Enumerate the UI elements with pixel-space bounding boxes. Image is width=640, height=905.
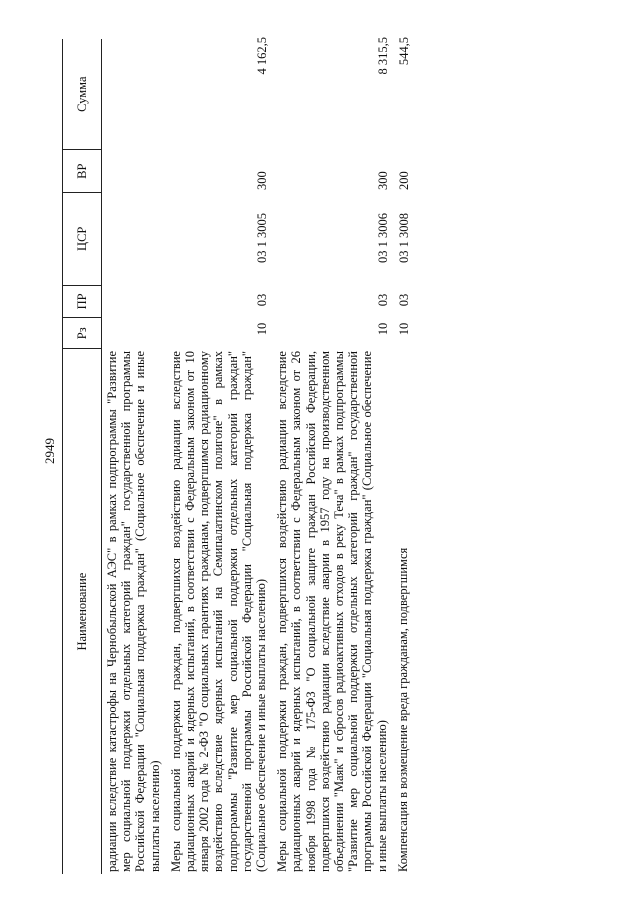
page-number: 2949 xyxy=(42,438,57,464)
header-csr: ЦСР xyxy=(63,192,101,284)
row-name: Компенсация в возмещение вреда гражданам, подвергшимся xyxy=(395,547,410,872)
table-row xyxy=(166,39,272,874)
row-vr: 200 xyxy=(397,171,412,190)
row-pr: 03 xyxy=(255,293,270,307)
row-csr: 03 1 3008 xyxy=(397,213,412,263)
row-name: Меры социальной поддержки граждан, подвергшихся воздействию радиации вследствие радиационных аварий и ядерных испытаний, в соответствии с Федеральным законом от 26 ноября 1998 года № 175-ФЗ "О социальной защите граждан Российской Федерации, подвергшихся воздействию радиации вследствие аварии в 1957 году на производственном объединении "Маяк" и сбросов радиоактивных отходов в реку Теча" в рамках подпрограммы "Развитие мер социальной поддержки отдельных категорий граждан" государственной программы Российской Федерации "Социальная поддержка граждан" (Социальное обеспечение и иные выплаты населению) xyxy=(275,351,389,872)
row-pr: 03 xyxy=(375,293,390,307)
row-codes xyxy=(376,37,390,342)
header-sum: Сумма xyxy=(74,76,89,112)
row-codes xyxy=(255,37,269,342)
row-rz: 10 xyxy=(397,322,412,336)
row-csr: 03 1 3006 xyxy=(375,213,390,263)
header-pr: ПР xyxy=(63,285,101,318)
row-csr: 03 1 3005 xyxy=(255,213,270,263)
row-pr: 03 xyxy=(397,293,412,307)
table-row xyxy=(102,39,166,874)
header-vr: ВР xyxy=(63,149,101,192)
table-header xyxy=(62,39,102,874)
row-sum: 4 162,5 xyxy=(255,37,270,75)
row-name: радиации вследствие катастрофы на Чернобыльской АЭС" в рамках подпрограммы "Развитие мер социальной поддержки отдельных категорий граждан" государственной программы Российской Федерации "Социальная поддержка граждан" (Социальное обеспечение и иные выплаты населению) xyxy=(105,351,162,872)
row-rz: 10 xyxy=(255,322,270,336)
row-vr: 300 xyxy=(375,171,390,190)
row-rz: 10 xyxy=(375,322,390,336)
header-rz: Рз xyxy=(63,317,101,348)
table-row xyxy=(272,39,393,874)
budget-table xyxy=(62,39,630,874)
row-sum: 544,5 xyxy=(397,37,412,66)
row-vr: 300 xyxy=(255,171,270,190)
row-name: Меры социальной поддержки граждан, подвергшихся воздействию радиации вследствие радиационных аварий и ядерных испытаний, в соответствии с Федеральным законом от 10 января 2002 года № 2-ФЗ "О социальных гарантиях гражданам, подвергшимся радиационному воздействию вследствие ядерных испытаний на Семипалатинском полигоне" в рамках подпрограммы "Развитие мер социальной поддержки отдельных категорий граждан" государственной программы Российской Федерации "Социальная поддержка граждан" (Социальное обеспечение и иные выплаты населению) xyxy=(168,351,269,872)
header-name: Наименование xyxy=(63,348,101,874)
table-row xyxy=(393,39,414,874)
row-codes xyxy=(397,37,411,342)
row-sum: 8 315,5 xyxy=(375,37,390,75)
